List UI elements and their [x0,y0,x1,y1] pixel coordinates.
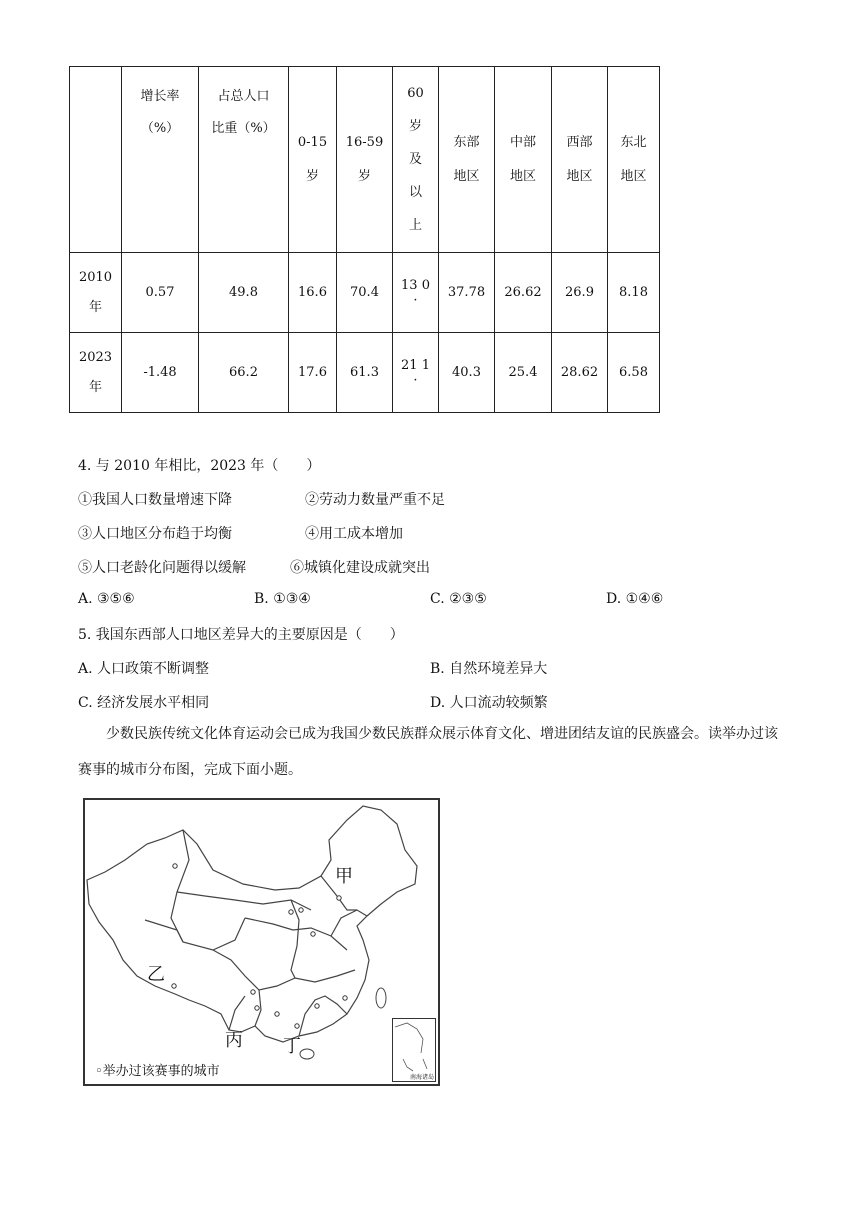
table-cell: 28.62 [552,333,608,413]
q5-option-d[interactable]: D. 人口流动较频繁 [430,695,548,711]
table-cell: 40.3 [439,333,495,413]
table-row [70,333,660,413]
q4-item-3: ③人口地区分布趋于均衡 [78,526,232,542]
table-cell: 66.2 [199,333,289,413]
table-cell: 13 0 · [393,253,439,333]
passage: 少数民族传统文化体育运动会已成为我国少数民族群众展示体育文化、增进团结友谊的民族盛会。读举办过该赛事的城市分布图，完成下面小题。 [78,726,778,778]
table-cell: 8.18 [608,253,660,333]
header-northeast: 东北 地区 [608,67,660,253]
q4-item-1: ①我国人口数量增速下降 [78,492,232,508]
map-outline [85,800,438,1084]
q5-option-b[interactable]: B. 自然环境差异大 [430,661,548,677]
table-cell: 49.8 [199,253,289,333]
year-cell: 2010 年 [70,253,122,333]
question-5-stem: 5. 我国东西部人口地区差异大的主要原因是（ ） [78,627,404,643]
header-age-16-59: 16-59 岁 [337,67,393,253]
inset-caption: 南海诸岛 [409,1074,434,1081]
map-label-bing: 丙 [225,1030,243,1051]
q4-item-5: ⑤人口老龄化问题得以缓解 [78,560,246,576]
header-corner [70,67,122,253]
question-4-stem: 4. 与 2010 年相比，2023 年（ ） [78,458,321,474]
table-cell: 37.78 [439,253,495,333]
map-label-yi: 乙 [147,964,165,985]
q4-item-6: ⑥城镇化建设成就突出 [290,560,430,576]
table-cell: 6.58 [608,333,660,413]
table-row [70,253,660,333]
table-cell: 26.9 [552,253,608,333]
header-east: 东部 地区 [439,67,495,253]
table-cell: 21 1 · [393,333,439,413]
map-label-ding: 丁 [283,1036,301,1057]
table-cell: 61.3 [337,333,393,413]
table-cell: 26.62 [495,253,552,333]
q4-item-4: ④用工成本增加 [305,526,403,542]
population-table [69,66,660,413]
table-cell: 16.6 [289,253,337,333]
q4-option-d[interactable]: D. ①④⑥ [606,591,664,607]
table-cell: -1.48 [122,333,199,413]
china-map [83,798,440,1086]
header-west: 西部 地区 [552,67,608,253]
map-legend: ◦举办过该赛事的城市 [95,1064,220,1079]
table-cell: 25.4 [495,333,552,413]
q4-option-b[interactable]: B. ①③④ [254,591,311,607]
header-age-0-15: 0-15 岁 [289,67,337,253]
header-age-60-plus: 60 岁 及 以 上 [393,67,439,253]
year-cell: 2023 年 [70,333,122,413]
q4-option-a[interactable]: A. ③⑤⑥ [78,591,135,607]
q5-option-a[interactable]: A. 人口政策不断调整 [78,661,210,677]
header-central: 中部 地区 [495,67,552,253]
table-header-row [70,67,660,253]
q5-option-c[interactable]: C. 经济发展水平相同 [78,695,210,711]
q4-option-c[interactable]: C. ②③⑤ [430,591,487,607]
table-cell: 17.6 [289,333,337,413]
header-share: 占总人口 比重（%） [199,67,289,253]
q4-item-2: ②劳动力数量严重不足 [305,492,445,508]
header-growth-rate: 增长率 （%） [122,67,199,253]
map-label-jia: 甲 [335,866,353,887]
table-cell: 0.57 [122,253,199,333]
table-cell: 70.4 [337,253,393,333]
